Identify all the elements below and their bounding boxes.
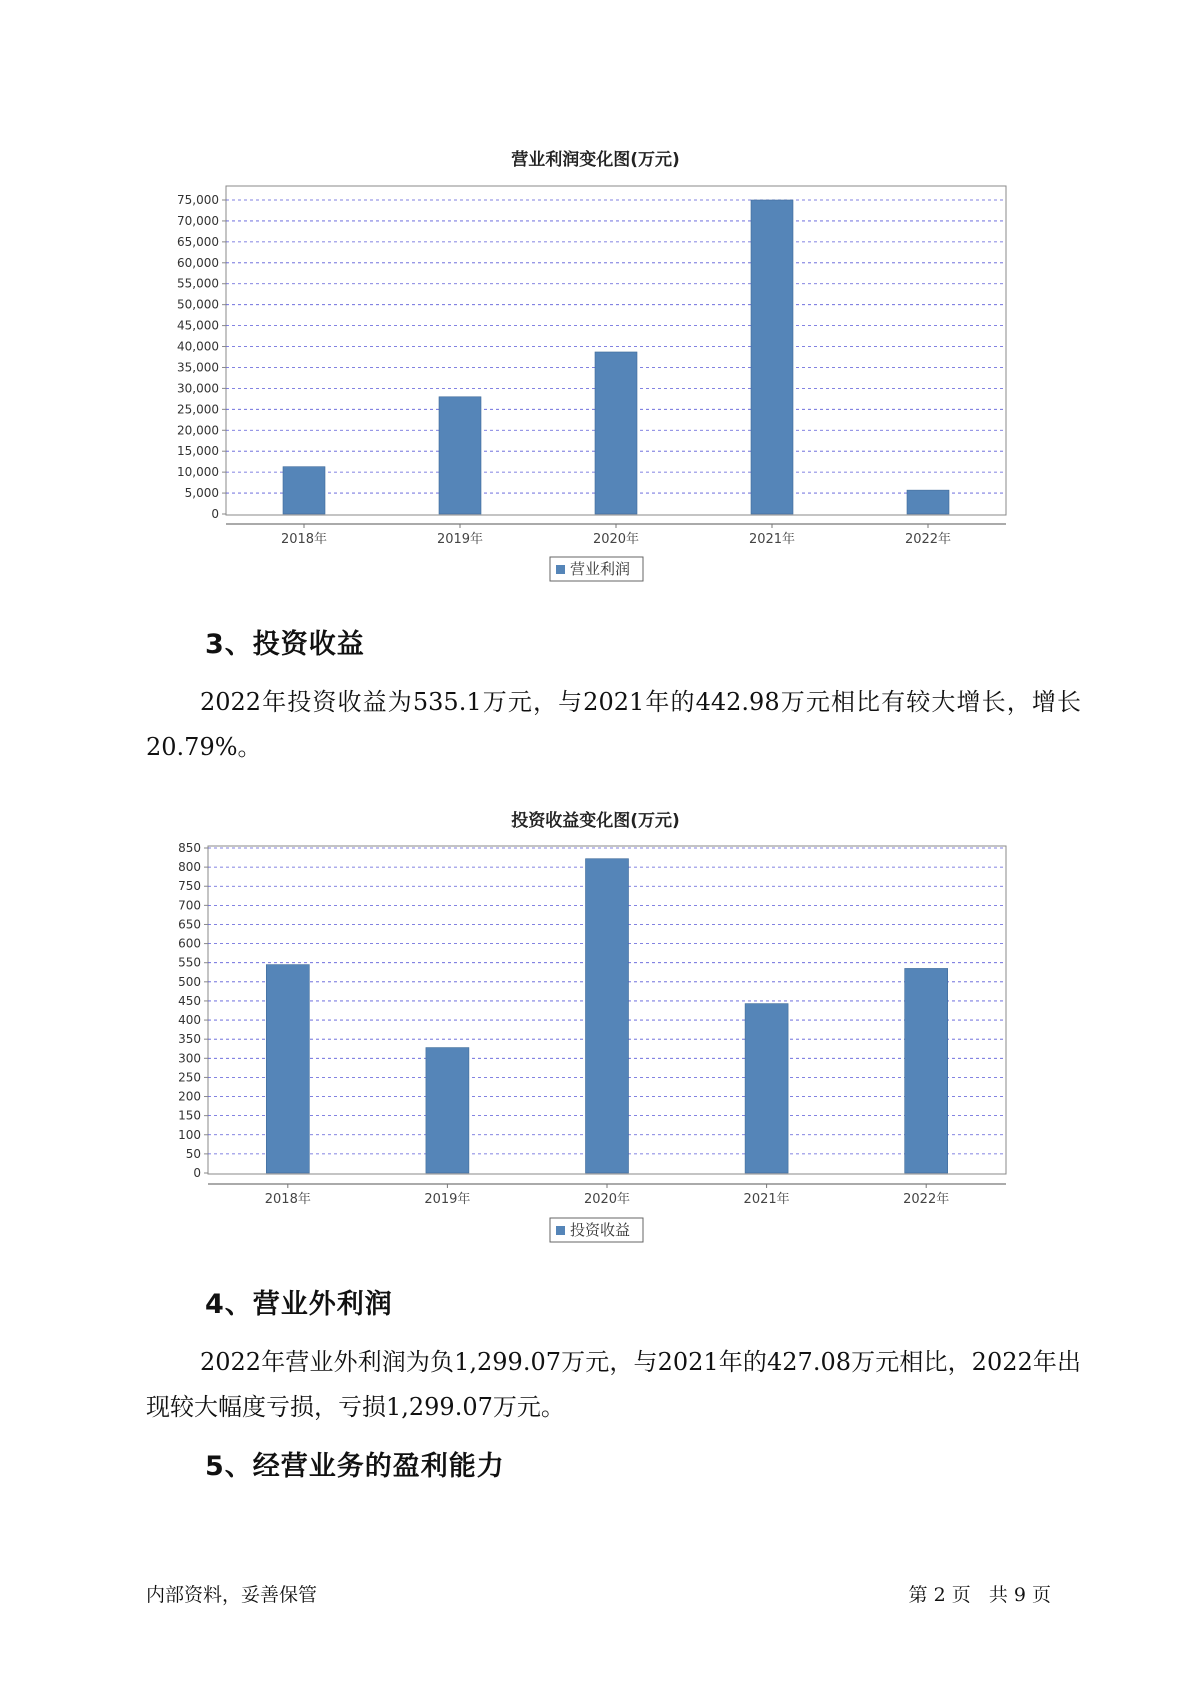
y-tick-label: 50,000 [177, 297, 219, 312]
y-tick-label: 100 [178, 1127, 201, 1142]
y-tick-label: 30,000 [177, 381, 219, 396]
x-tick-label: 2021年 [743, 1192, 790, 1207]
bar [426, 1048, 469, 1173]
y-tick-label: 500 [178, 974, 201, 989]
y-tick-label: 55,000 [177, 276, 219, 291]
y-tick-label: 550 [178, 955, 201, 970]
legend-label: 投资收益 [570, 1221, 631, 1239]
y-tick-label: 60,000 [177, 255, 219, 270]
footer-confidential-note: 内部资料，妥善保管 [146, 1584, 318, 1606]
y-tick-label: 45,000 [177, 318, 219, 333]
y-tick-label: 15,000 [177, 444, 219, 459]
y-tick-label: 75,000 [177, 193, 219, 207]
y-tick-label: 5,000 [184, 486, 219, 501]
y-tick-label: 750 [178, 879, 201, 894]
x-tick-label: 2022年 [904, 532, 952, 547]
section-heading-investment: 3、投资收益 [205, 629, 365, 660]
bar [266, 965, 309, 1173]
y-tick-label: 450 [178, 993, 201, 1008]
section-heading-non-operating: 4、营业外利润 [205, 1289, 393, 1320]
y-tick-label: 650 [178, 917, 201, 932]
legend [550, 1218, 643, 1242]
y-tick-label: 35,000 [177, 360, 219, 375]
x-tick-label: 2020年 [583, 1192, 631, 1207]
legend-swatch [556, 1226, 565, 1235]
x-tick-label: 2019年 [424, 1192, 471, 1207]
bar [905, 968, 948, 1173]
y-tick-label: 600 [178, 936, 201, 951]
chart-title: 营业利润变化图(万元) [511, 150, 680, 170]
y-tick-label: 200 [178, 1089, 201, 1104]
y-tick-label: 40,000 [177, 339, 219, 354]
x-tick-label: 2021年 [748, 532, 796, 547]
x-tick-label: 2019年 [436, 532, 484, 547]
legend-label: 营业利润 [570, 560, 631, 578]
y-tick-label: 250 [178, 1070, 201, 1085]
x-tick-label: 2022年 [903, 1192, 950, 1207]
y-tick-label: 850 [178, 841, 201, 855]
y-tick-label: 350 [178, 1032, 201, 1047]
y-tick-label: 10,000 [177, 465, 219, 480]
footer-page-number: 第 2 页 共 9 页 [908, 1584, 1051, 1606]
y-tick-label: 400 [178, 1013, 201, 1028]
paragraph-non-operating: 2022年营业外利润为负1,299.07万元，与2021年的427.08万元相比，2022年出现较大幅度亏损，亏损1,299.07万元。 [146, 1348, 1081, 1421]
y-tick-label: 700 [178, 898, 201, 913]
x-tick-label: 2018年 [280, 532, 328, 547]
y-tick-label: 150 [178, 1108, 201, 1123]
x-tick-label: 2020年 [592, 532, 640, 547]
bar [745, 1004, 788, 1173]
y-tick-label: 25,000 [177, 402, 219, 417]
paragraph-investment: 2022年投资收益为535.1万元，与2021年的442.98万元相比有较大增长，增长20.79%。 [146, 688, 1081, 761]
y-tick-label: 800 [178, 860, 201, 875]
y-tick-label: 300 [178, 1051, 201, 1066]
chart-title: 投资收益变化图(万元) [511, 811, 680, 831]
bar [586, 859, 629, 1173]
section-heading-profitability: 5、经营业务的盈利能力 [205, 1451, 505, 1482]
y-tick-label: 0 [193, 1166, 201, 1180]
y-tick-label: 20,000 [177, 423, 219, 438]
y-tick-label: 50 [185, 1146, 201, 1161]
y-tick-label: 0 [211, 507, 219, 521]
y-tick-label: 65,000 [177, 234, 219, 249]
x-tick-label: 2018年 [264, 1192, 311, 1207]
y-tick-label: 70,000 [177, 213, 219, 228]
